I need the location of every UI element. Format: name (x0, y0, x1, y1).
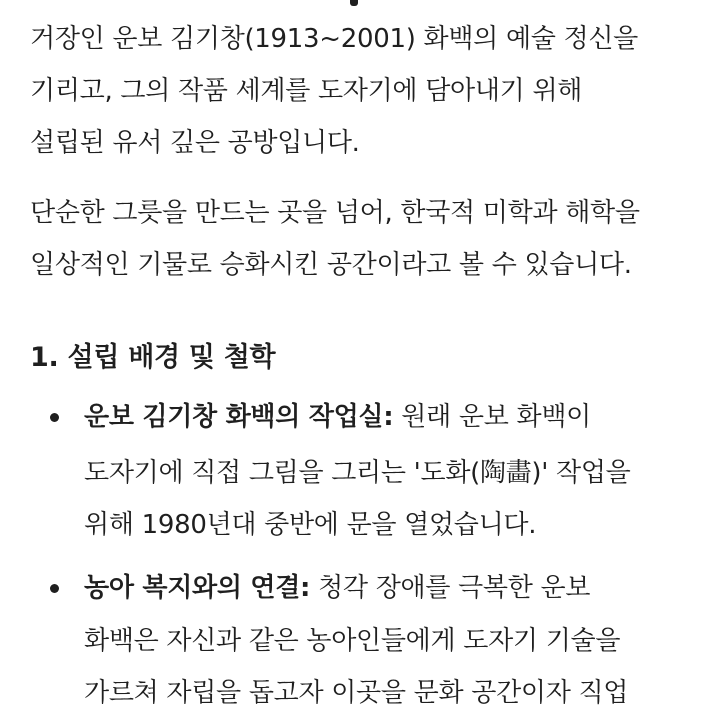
paragraph2-line-2: 일상적인 기물로 승화시킨 공간이라고 볼 수 있습니다. (30, 250, 632, 280)
bullet2-rest: 청각 장애를 극복한 운보 (310, 573, 591, 603)
bullet1-line-3: 위해 1980년대 중반에 문을 열었습니다. (84, 510, 537, 540)
bullet1-line-1 (84, 400, 591, 434)
bullet1-title: 운보 김기창 화백의 작업실: (84, 402, 394, 432)
bullet2-line-1 (84, 571, 590, 605)
bullet-dot-icon (50, 584, 59, 593)
paragraph2-line-1: 단순한 그릇을 만드는 곳을 넘어, 한국적 미학과 해학을 (30, 198, 640, 228)
clipped-text-fragment (350, 0, 358, 6)
bullet1-line-2: 도자기에 직접 그림을 그리는 '도화(陶畵)' 작업을 (84, 458, 631, 488)
bullet-dot-icon (50, 413, 59, 422)
intro-line-2: 기리고, 그의 작품 세계를 도자기에 담아내기 위해 (30, 76, 583, 106)
bullet2-line-3: 가르쳐 자립을 돕고자 이곳을 문화 공간이자 직업 (84, 678, 629, 708)
intro-line-3: 설립된 유서 깊은 공방입니다. (30, 128, 360, 158)
section-heading: 1. 설립 배경 및 철학 (30, 342, 276, 373)
bullet1-rest: 원래 운보 화백이 (393, 402, 591, 432)
intro-line-1: 거장인 운보 김기창(1913~2001) 화백의 예술 정신을 (30, 24, 638, 54)
bullet2-line-2: 화백은 자신과 같은 농아인들에게 도자기 기술을 (84, 626, 621, 656)
bullet2-title: 농아 복지와의 연결: (84, 573, 311, 603)
